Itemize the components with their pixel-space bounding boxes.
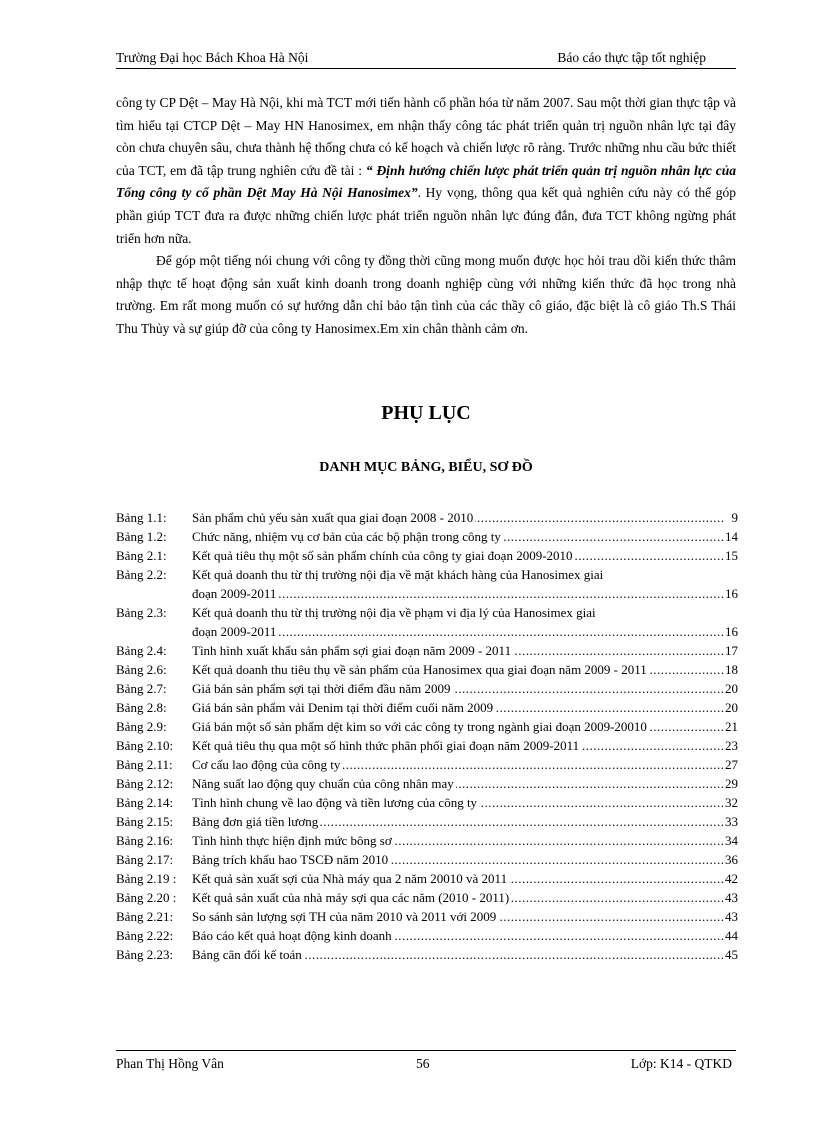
- toc-entry-page: 14: [725, 529, 738, 544]
- toc-entry-page: 18: [725, 662, 738, 677]
- toc-entry-text: Giá bán sản phẩm vải Denim tại thời điểm cuối năm 2009: [192, 700, 494, 715]
- toc-entry-page: 32: [725, 795, 738, 810]
- page-footer: [116, 1056, 736, 1076]
- toc-entry-label: Bảng 2.15:: [116, 814, 174, 829]
- toc-entry: [116, 774, 738, 793]
- toc-entry-label: Bảng 2.21:: [116, 909, 174, 924]
- toc-entry: [116, 926, 738, 945]
- toc-entry: [116, 736, 738, 755]
- toc-entry-text: Bảng đơn giá tiền lương: [192, 814, 319, 829]
- toc-entry-page: 9: [725, 508, 738, 527]
- toc-entry-text-continued: đoạn 2009-2011: [192, 586, 277, 601]
- toc-entry-text: Bảng cân đối kế toán: [192, 947, 302, 962]
- footer-class: Lớp: K14 - QTKD: [630, 1056, 732, 1071]
- toc-entry-label: Bảng 2.16:: [116, 833, 174, 848]
- toc-entry-label: Bảng 1.1:: [116, 510, 167, 525]
- toc-entry-label: Bảng 2.19 :: [116, 871, 177, 886]
- toc-entry: [116, 812, 738, 831]
- toc-entry-label: Bảng 2.20 :: [116, 890, 177, 905]
- toc-entry: [116, 831, 738, 850]
- toc-entry-label: Bảng 2.23:: [116, 947, 174, 962]
- toc-entry-label: Bảng 1.2:: [116, 529, 167, 544]
- toc-entry-continuation: [116, 622, 738, 641]
- toc-entry-label: Bảng 2.17:: [116, 852, 174, 867]
- toc-entry-label: Bảng 2.1:: [116, 548, 167, 563]
- toc-entry-page: 17: [725, 643, 738, 658]
- toc-entry-label: Bảng 2.12:: [116, 776, 174, 791]
- toc-entry-label: Bảng 2.22:: [116, 928, 174, 943]
- toc-entry: [116, 679, 738, 698]
- toc-entry-page: 15: [725, 548, 738, 563]
- toc-entry-text: Kết quả doanh thu từ thị trường nội địa về phạm vi địa lý của Hanosimex giai: [192, 605, 596, 620]
- paragraph-1-end: . Hy vọng, thông qua kết quả nghiên cứu này có thể góp phần giúp TCT đưa ra được những chiến lược phát triển nguồn nhân lực đúng đắn, đưa TCT không ngừng phát triển hơn nữa.: [116, 185, 736, 246]
- toc-entry-page: 33: [725, 814, 738, 829]
- toc-entry-text: Giá bán sản phẩm sợi tại thời điểm đầu năm 2009: [192, 681, 451, 696]
- toc-entry-text: Tình hình xuất khẩu sản phẩm sợi giai đoạn năm 2009 - 2011: [192, 643, 512, 658]
- toc-entry-page: 16: [725, 586, 738, 601]
- toc-entry-page: 36: [725, 852, 738, 867]
- toc-entry-page: 43: [725, 890, 738, 905]
- toc-entry-text: So sánh sản lượng sợi TH của năm 2010 và 2011 với 2009: [192, 909, 497, 924]
- toc-entry: [116, 793, 738, 812]
- toc-entry-label: Bảng 2.8:: [116, 700, 167, 715]
- toc-entry-text: Kết quả doanh thu tiêu thụ về sản phẩm của Hanosimex qua giai đoạn năm 2009 - 2011: [192, 662, 647, 677]
- list-title: DANH MỤC BẢNG, BIỂU, SƠ ĐỒ: [319, 460, 533, 475]
- toc-entry-label: Bảng 2.11:: [116, 757, 173, 772]
- toc-entry-text: Cơ cấu lao động của công ty: [192, 757, 341, 772]
- toc-entry-text: Giá bán một số sản phẩm dệt kim so với các công ty trong ngành giai đoạn 2009-20010: [192, 719, 647, 734]
- toc-entry-page: 42: [725, 871, 738, 886]
- toc-entry: [116, 869, 738, 888]
- table-of-tables: [116, 508, 738, 964]
- toc-entry: [116, 755, 738, 774]
- toc-entry: [116, 850, 738, 869]
- toc-entry: [116, 698, 738, 717]
- thesis-title: “ Định hướng chiến lược phát triển quản trị nguồn nhân lực của Tổng công ty cổ phần Dệt May Hà Nội Hanosimex”: [116, 162, 736, 201]
- toc-entry-text-continued: đoạn 2009-2011: [192, 624, 277, 639]
- paragraph-1-start: công ty CP Dệt – May Hà Nội, khi mà TCT mới tiến hành cổ phần hóa từ năm 2007. Sau một thời gian thực tập và tìm hiểu tại CTCP Dệt – May HN Hanosimex, em nhận thấy công tác phát triển quản trị nguồn nhân lực tại đây còn chưa chuyên sâu, chưa thành hệ thống chưa có kế hoạch và chiến lược rõ ràng. Trước những nhu cầu bức thiết của TCT, em đã tập trung nghiên cứu đề tài :: [116, 95, 736, 178]
- toc-entry: [116, 527, 738, 546]
- toc-entry-page: 20: [725, 681, 738, 696]
- toc-entry: [116, 546, 738, 565]
- toc-entry-page: 20: [725, 700, 738, 715]
- toc-entry-page: 23: [725, 738, 738, 753]
- toc-entry-text: Năng suất lao động quy chuẩn của công nhân may: [192, 776, 454, 791]
- toc-entry-text: Bảng trích khấu hao TSCĐ năm 2010: [192, 852, 389, 867]
- toc-entry: [116, 603, 738, 622]
- toc-entry-label: Bảng 2.4:: [116, 643, 167, 658]
- header-report-title: Báo cáo thực tập tốt nghiệp: [557, 50, 706, 65]
- toc-entry-text: Sản phẩm chủ yếu sản xuất qua giai đoạn 2008 - 2010: [192, 510, 474, 525]
- toc-entry-text: Tình hình thực hiện định mức bông sơ: [192, 833, 392, 848]
- toc-entry-text: Tình hình chung về lao động và tiền lương của công ty: [192, 795, 478, 810]
- toc-entry-label: Bảng 2.3:: [116, 605, 167, 620]
- toc-entry: [116, 565, 738, 584]
- toc-entry: [116, 508, 738, 527]
- toc-entry-text: Chức năng, nhiệm vụ cơ bản của các bộ phận trong công ty: [192, 529, 501, 544]
- toc-entry-text: Kết quả doanh thu từ thị trường nội địa về mặt khách hàng của Hanosimex giai: [192, 567, 604, 582]
- toc-entry-label: Bảng 2.14:: [116, 795, 174, 810]
- toc-entry-text: Kết quả tiêu thụ qua một số hình thức phân phối giai đoạn năm 2009-2011: [192, 738, 580, 753]
- footer-divider: [116, 1050, 736, 1051]
- paragraph-1: [116, 92, 736, 250]
- toc-entry-label: Bảng 2.2:: [116, 567, 167, 582]
- toc-entry-text: Kết quả tiêu thụ một số sản phẩm chính của công ty giai đoạn 2009-2010: [192, 548, 573, 563]
- section-title: PHỤ LỤC: [381, 402, 471, 424]
- toc-entry-text: Kết quả sản xuất của nhà máy sợi qua các năm (2010 - 2011): [192, 890, 510, 905]
- toc-entry-label: Bảng 2.6:: [116, 662, 167, 677]
- toc-entry: [116, 717, 738, 736]
- toc-entry-text: Báo cáo kết quả hoạt động kinh doanh: [192, 928, 392, 943]
- toc-entry: [116, 660, 738, 679]
- header-school: Trường Đại học Bách Khoa Hà Nội: [116, 50, 309, 65]
- toc-entry-page: 34: [725, 833, 738, 848]
- page-number: 56: [416, 1056, 430, 1071]
- toc-entry-label: Bảng 2.7:: [116, 681, 167, 696]
- toc-entry-page: 21: [725, 719, 738, 734]
- toc-entry-page: 27: [725, 757, 738, 772]
- toc-entry: [116, 641, 738, 660]
- toc-entry-text: Kết quả sản xuất sợi của Nhà máy qua 2 năm 20010 và 2011: [192, 871, 508, 886]
- body-text: [116, 92, 736, 341]
- toc-entry-page: 44: [725, 928, 738, 943]
- toc-entry-label: Bảng 2.10:: [116, 738, 174, 753]
- toc-entry-label: Bảng 2.9:: [116, 719, 167, 734]
- toc-entry-page: 43: [725, 909, 738, 924]
- paragraph-2: Để góp một tiếng nói chung với công ty đồng thời cũng mong muốn được học hỏi trau dồi kiến thức thâm nhập thực tế hoạt động sản xuất kinh doanh trong doanh nghiệp cùng với những kiến thức đã học trong nhà trường. Em rất mong muốn có sự hướng dẫn chỉ bảo tận tình của các thầy cô giáo, đặc biệt là cô giáo Th.S Thái Thu Thủy và sự giúp đỡ của công ty Hanosimex.Em xin chân thành cảm ơn.: [116, 253, 736, 336]
- toc-entry-page: 29: [725, 776, 738, 791]
- toc-entry-continuation: [116, 584, 738, 603]
- toc-entry-page: 45: [725, 947, 738, 962]
- page-header: [116, 50, 736, 69]
- toc-entry: [116, 907, 738, 926]
- toc-entry: [116, 888, 738, 907]
- toc-entry-page: 16: [725, 624, 738, 639]
- footer-author: Phan Thị Hồng Vân: [116, 1056, 224, 1071]
- toc-entry: [116, 945, 738, 964]
